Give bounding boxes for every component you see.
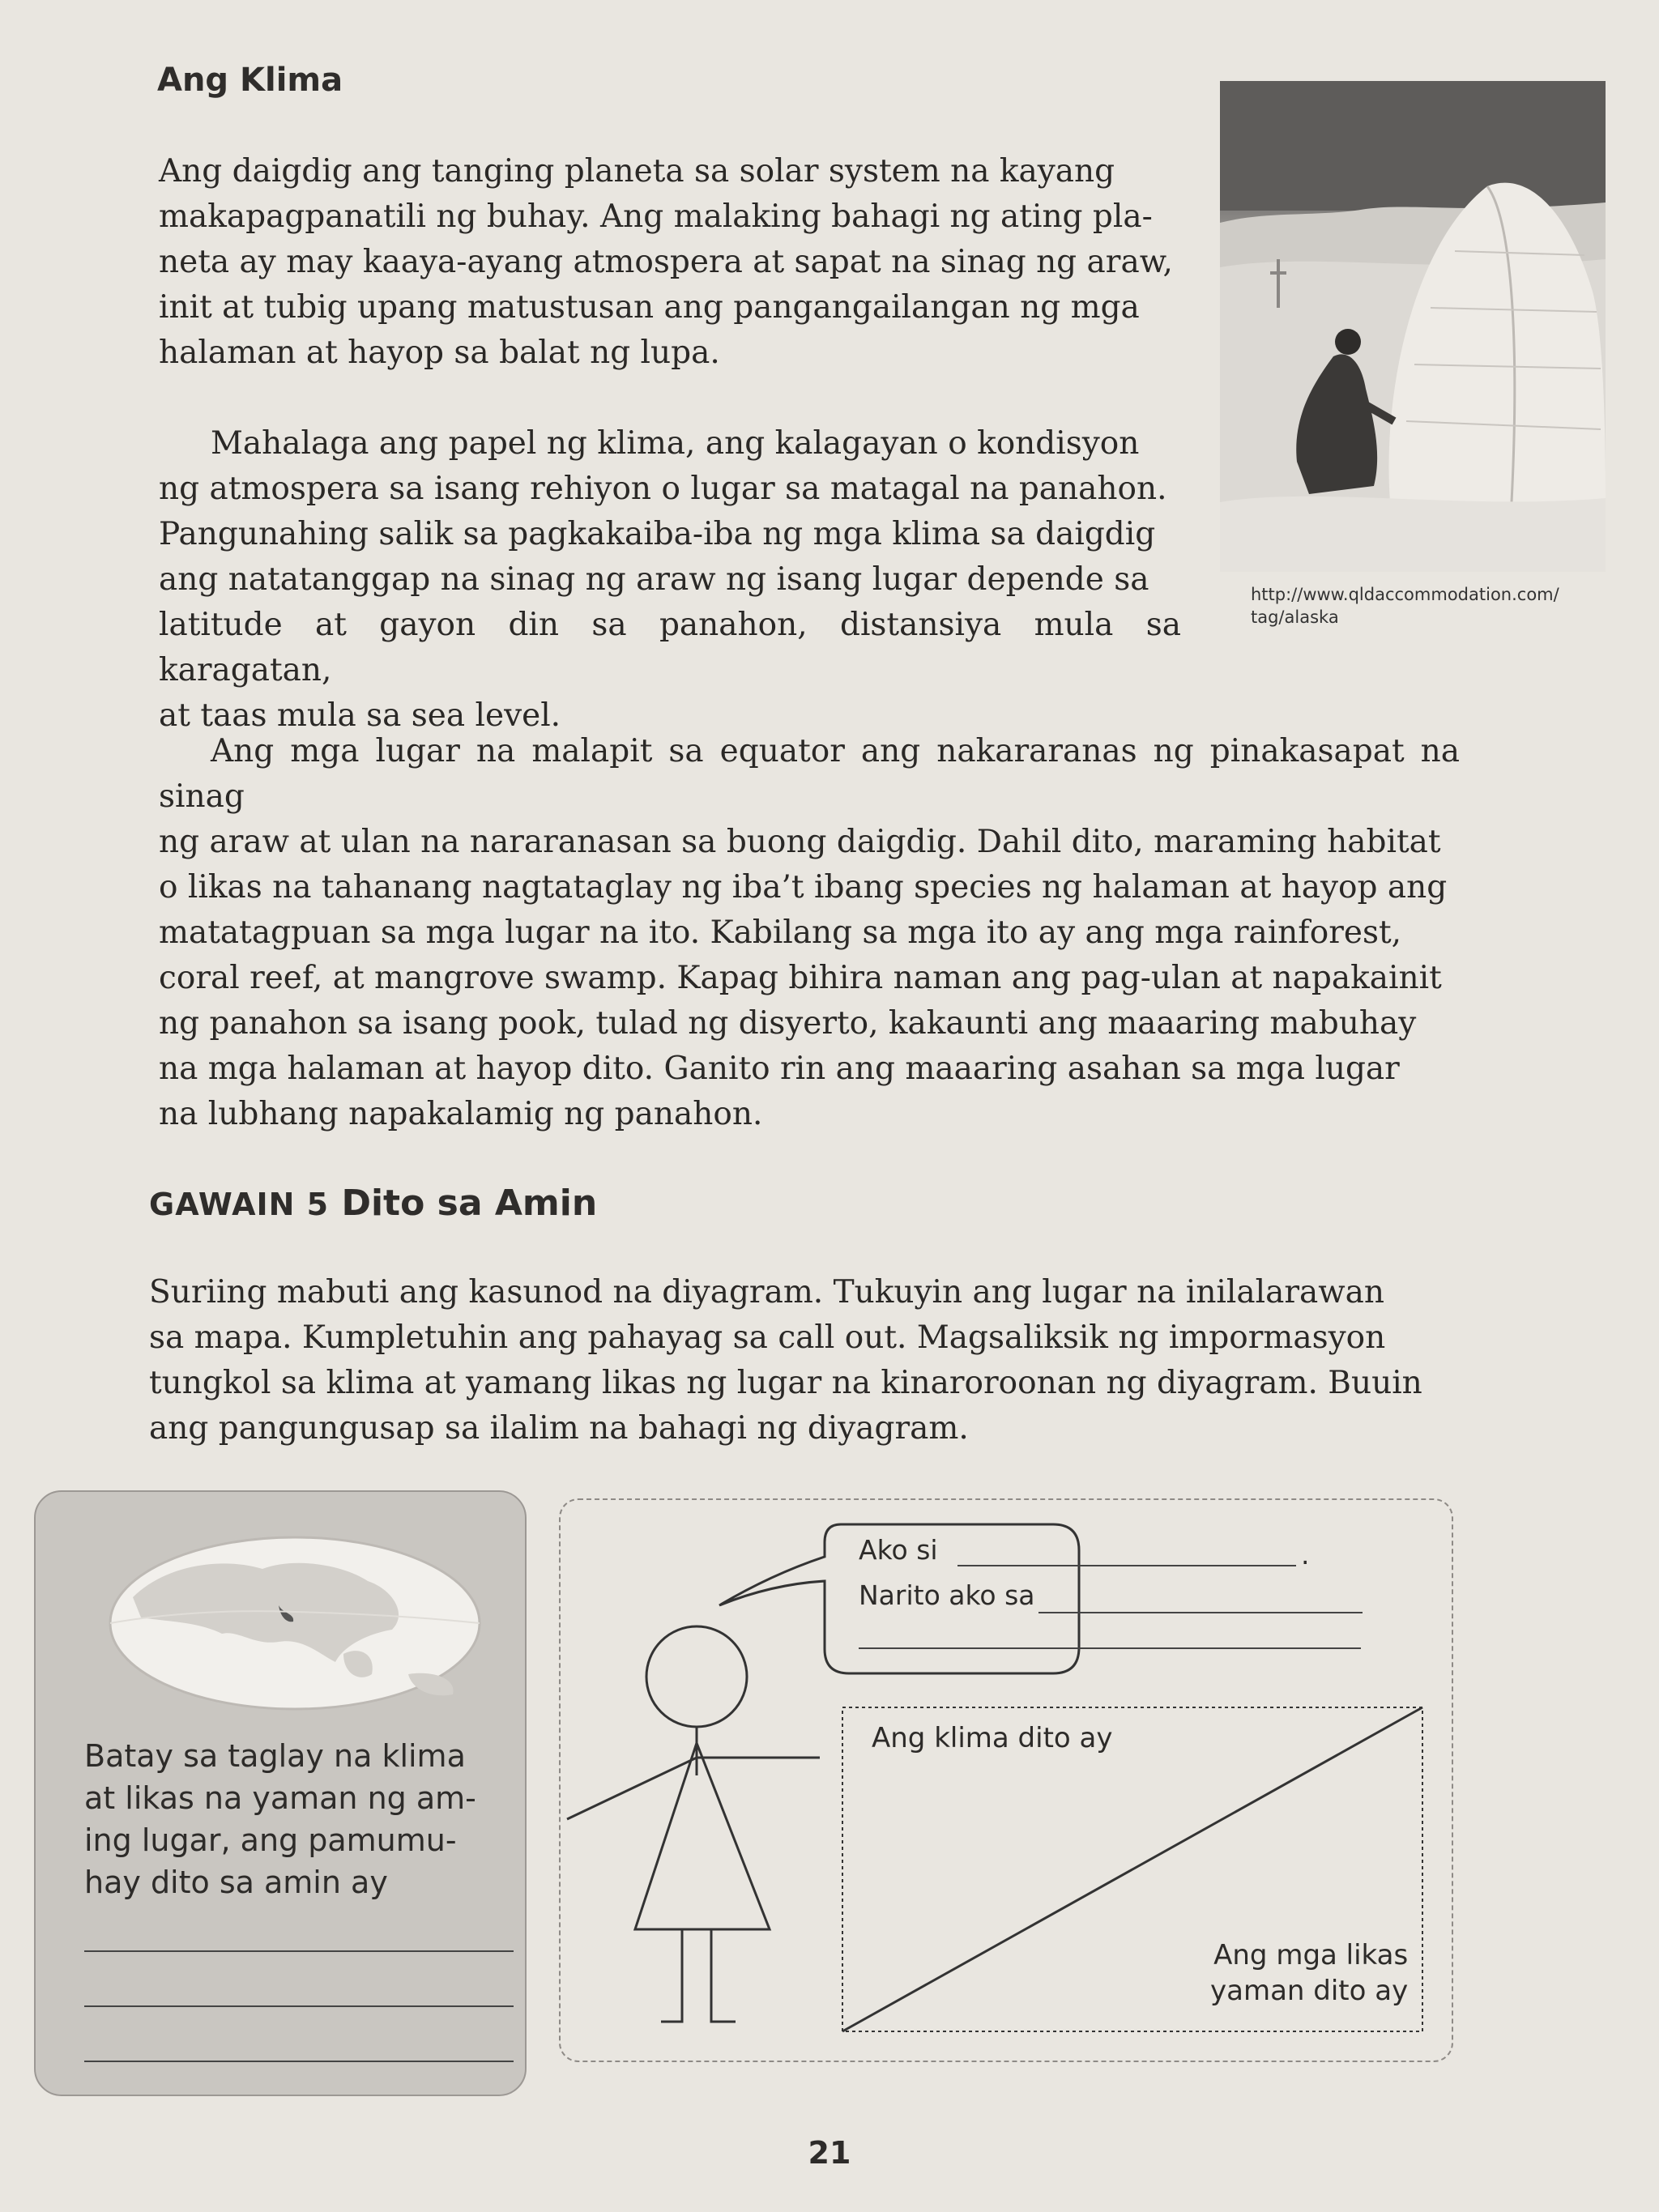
climate-label: Ang klima dito ay [872, 1722, 1113, 1754]
text-line: halaman at hayop sa balat ng lupa. [159, 335, 720, 371]
prompt-line: at likas na yaman ng am- [84, 1780, 476, 1816]
text-line: na mga halaman at hayop dito. Ganito rin ang maaaring asahan sa mga lugar [159, 1051, 1400, 1087]
text-line: matatagpuan sa mga lugar na ito. Kabilang sa mga ito ay ang mga rainforest, [159, 914, 1402, 951]
prompt-line: hay dito sa amin ay [84, 1865, 388, 1900]
text-line: Pangunahing salik sa pagkakaiba-iba ng mga klima sa daigdig [159, 516, 1156, 552]
activity-title [149, 1183, 597, 1224]
caption-line: tag/alaska [1251, 607, 1339, 627]
paragraph-2 [159, 421, 1181, 739]
resources-line: yaman dito ay [1210, 1975, 1409, 2007]
answer-blank-line[interactable] [84, 2005, 514, 2007]
answer-blank-line[interactable] [84, 2061, 514, 2062]
activity-name: Dito sa Amin [341, 1183, 598, 1224]
text-line: ng araw at ulan na nararanasan sa buong daigdig. Dahil dito, maraming habitat [159, 824, 1441, 860]
text-line: tungkol sa klima at yamang likas ng lugar na kinaroroonan ng diyagram. Buuin [149, 1365, 1422, 1401]
paragraph-3 [159, 729, 1460, 1137]
prompt-line: ing lugar, ang pamumu- [84, 1822, 457, 1858]
text-line: ng atmospera sa isang rehiyon o lugar sa matagal na panahon. [159, 471, 1167, 507]
resources-label [1210, 1937, 1408, 2009]
text-line: coral reef, at mangrove swamp. Kapag bihira naman ang pag-ulan at napakainit [159, 960, 1442, 996]
text-line: ang pangungusap sa ilalim na bahagi ng diyagram. [149, 1410, 969, 1447]
text-line: at taas mula sa sea level. [159, 697, 561, 734]
paragraph-1 [159, 149, 1181, 376]
photo-caption [1251, 583, 1559, 629]
text-line: ng panahon sa isang pook, tulad ng disyerto, kakaunti ang maaaring mabuhay [159, 1005, 1417, 1042]
bubble-name-label: Ako si [859, 1534, 938, 1566]
globe-map-icon [100, 1532, 489, 1719]
page-number: 21 [808, 2135, 851, 2171]
stick-figure-left-arm [567, 1758, 697, 1819]
activity-instructions [149, 1270, 1461, 1451]
igloo-photo [1220, 81, 1606, 572]
activity-label: GAWAIN 5 [149, 1187, 330, 1222]
map-panel [34, 1490, 527, 2096]
answer-blank-line[interactable] [84, 1950, 514, 1952]
text-line: neta ay may kaaya-ayang atmospera at sapat na sinag ng araw, [159, 244, 1173, 280]
text-line: init at tubig upang matustusan ang pangangailangan ng mga [159, 289, 1140, 326]
text-line: na lubhang napakalamig ng panahon. [159, 1096, 763, 1132]
text-line: makapagpanatili ng buhay. Ang malaking bahagi ng ating pla- [159, 198, 1153, 235]
text-line: Mahalaga ang papel ng klima, ang kalagayan o kondisyon [211, 425, 1140, 462]
bubble-place-label: Narito ako sa [859, 1579, 1035, 1611]
stick-figure-dress [635, 1743, 770, 1929]
bubble-period: . [1301, 1539, 1310, 1571]
text-line: ang natatanggap na sinag ng araw ng isang lugar depende sa [159, 561, 1149, 598]
text-line: latitude at gayon din sa panahon, distansiya mula sa karagatan, [159, 607, 1181, 688]
prompt-line: Batay sa taglay na klima [84, 1738, 466, 1774]
caption-line[interactable]: http://www.qldaccommodation.com/ [1251, 585, 1559, 604]
place-blank-line-2[interactable] [859, 1647, 1361, 1649]
lifestyle-prompt [84, 1735, 505, 1903]
text-line: Suriing mabuti ang kasunod na diyagram. Tukuyin ang lugar na inilalarawan [149, 1274, 1384, 1311]
callout-panel [559, 1498, 1453, 2062]
name-blank-line[interactable] [957, 1565, 1296, 1566]
text-line: Ang daigdig ang tanging planeta sa solar system na kayang [159, 153, 1115, 190]
text-line: Ang mga lugar na malapit sa equator ang nakararanas ng pinakasapat na sinag [159, 733, 1460, 815]
text-line: sa mapa. Kumpletuhin ang pahayag sa call out. Magsaliksik ng impormasyon [149, 1319, 1386, 1356]
resources-line: Ang mga likas [1213, 1939, 1409, 1971]
place-blank-line[interactable] [1038, 1612, 1363, 1613]
section-title: Ang Klima [157, 62, 343, 99]
stick-figure-head [646, 1626, 747, 1727]
text-line: o likas na tahanang nagtataglay ng iba’t ibang species ng halaman at hayop ang [159, 869, 1448, 906]
